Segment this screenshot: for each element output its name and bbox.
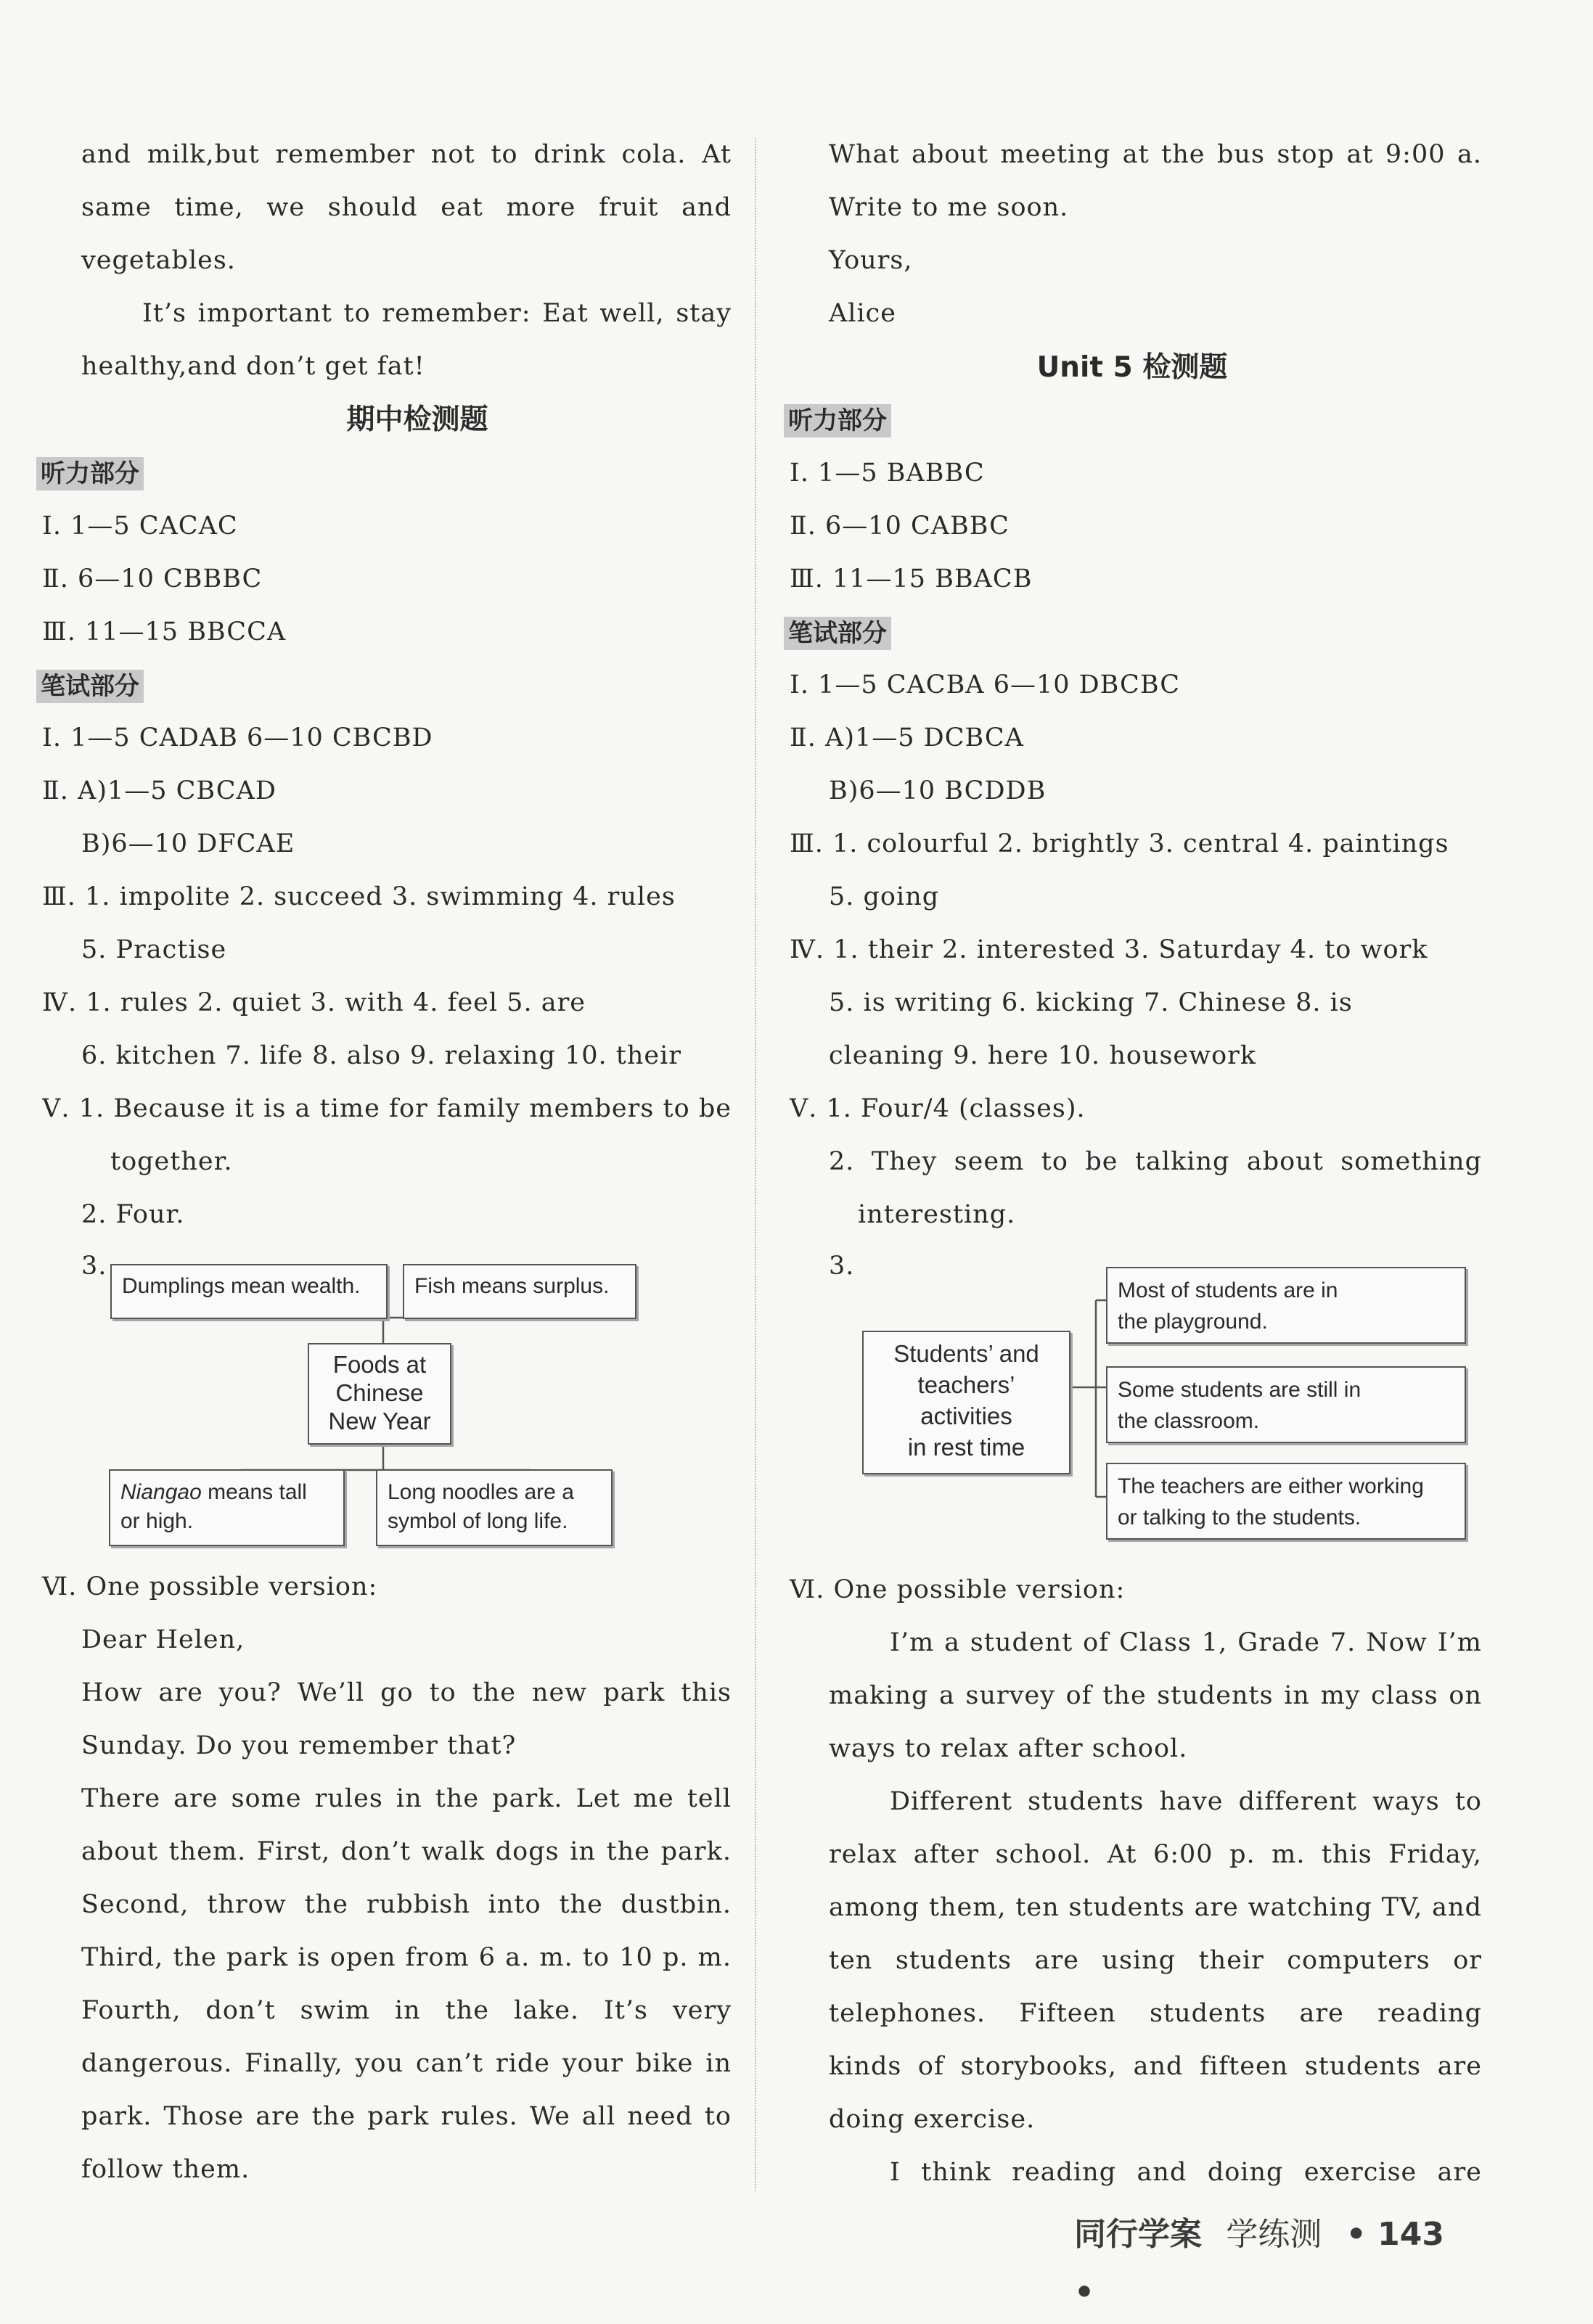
answer-line: B)6—10 DFCAE: [81, 829, 295, 858]
essay-line: Second, throw the rubbish into the dustbin.: [81, 1890, 732, 1919]
text-line: Yours,: [829, 246, 913, 275]
answer-line: Ⅳ. 1. rules 2. quiet 3. with 4. feel 5. are: [42, 988, 586, 1017]
essay-line: I’m a student of Class 1, Grade 7. Now I’m: [890, 1628, 1482, 1657]
answer-line: Ⅱ. A)1—5 DCBCA: [790, 723, 1024, 752]
essay-line: about them. First, don’t walk dogs in the park.: [81, 1837, 732, 1866]
text-line: It’s important to remember: Eat well, stay: [142, 299, 732, 328]
essay-line: telephones. Fifteen students are reading: [829, 1999, 1482, 2028]
text-line: What about meeting at the bus stop at 9:00 a.: [829, 140, 1482, 169]
answer-line: 5. Practise: [81, 935, 227, 964]
diagram-box-classroom: Some students are still in the classroom.: [1106, 1366, 1466, 1443]
text-line: healthy,and don’t get fat!: [81, 352, 425, 381]
answer-line: 3.: [829, 1252, 855, 1281]
essay-line: follow them.: [81, 2155, 250, 2184]
essay-line: making a survey of the students in my class on: [829, 1681, 1482, 1710]
answer-line: Ⅱ. 6—10 CBBBC: [42, 564, 263, 594]
essay-line: ways to relax after school.: [829, 1734, 1188, 1763]
answer-line: 2. They seem to be talking about something: [829, 1147, 1482, 1176]
diagram-box-teachers: The teachers are either working or talking to the students.: [1106, 1463, 1466, 1540]
footer-brand: 同行学案: [1074, 2216, 1202, 2253]
essay-line: doing exercise.: [829, 2105, 1036, 2134]
writing-section-tag: 笔试部分: [784, 617, 891, 650]
page-number: • 143 •: [1074, 2216, 1444, 2311]
diagram-box-noodles: Long noodles are a symbol of long life.: [376, 1469, 613, 1546]
answer-line: Ⅰ. 1—5 CADAB 6—10 CBCBD: [42, 723, 433, 752]
answer-line: Ⅰ. 1—5 CACAC: [42, 512, 238, 541]
essay-line: Sunday. Do you remember that?: [81, 1731, 517, 1760]
answer-line: Ⅲ. 1. colourful 2. brightly 3. central 4. paintings: [790, 829, 1449, 858]
diagram-center-box: Foods at Chinese New Year: [308, 1343, 451, 1445]
essay-line: Dear Helen,: [81, 1625, 245, 1654]
answer-line: Ⅲ. 1. impolite 2. succeed 3. swimming 4. rules: [42, 882, 676, 911]
text-line: Alice: [829, 299, 896, 328]
answer-line: 6. kitchen 7. life 8. also 9. relaxing 10. their: [81, 1041, 682, 1070]
answer-line: Ⅰ. 1—5 BABBC: [790, 459, 985, 488]
answer-line: Ⅱ. 6—10 CABBC: [790, 512, 1010, 541]
diagram-box-fish: Fish means surplus.: [403, 1264, 636, 1319]
answer-line: B)6—10 BCDDB: [829, 776, 1047, 805]
listening-section-tag: 听力部分: [36, 457, 144, 490]
answer-line: 2. Four.: [81, 1200, 185, 1229]
essay-line: There are some rules in the park. Let me tell: [81, 1784, 732, 1813]
essay-line: ten students are using their computers or: [829, 1946, 1482, 1975]
listening-section-tag: 听力部分: [784, 404, 891, 438]
essay-line: How are you? We’ll go to the new park this: [81, 1678, 732, 1707]
essay-line: kinds of storybooks, and fifteen students are: [829, 2052, 1482, 2081]
diagram-box-dumplings: Dumplings mean wealth.: [110, 1264, 388, 1319]
answer-line: cleaning 9. here 10. housework: [829, 1041, 1257, 1070]
answer-line: Ⅲ. 11—15 BBCCA: [42, 617, 287, 646]
answer-line: 3.: [81, 1252, 107, 1281]
answer-line: Ⅱ. A)1—5 CBCAD: [42, 776, 277, 805]
column-divider: [755, 138, 756, 2191]
answer-line: Ⅳ. 1. their 2. interested 3. Saturday 4. to work: [790, 935, 1428, 964]
answer-line: together.: [110, 1147, 233, 1176]
answer-line: Ⅰ. 1—5 CACBA 6—10 DBCBC: [790, 670, 1180, 699]
diagram-box-playground: Most of students are in the playground.: [1106, 1267, 1466, 1344]
essay-line: I think reading and doing exercise are: [890, 2158, 1482, 2187]
page-footer: [1074, 2206, 1481, 2311]
diagram-box-niangao: Niangao means tall or high.: [109, 1469, 345, 1546]
answer-line: 5. going: [829, 882, 940, 911]
footer-series: 学练测: [1226, 2216, 1322, 2253]
text-line: vegetables.: [81, 246, 236, 275]
essay-label: Ⅵ. One possible version:: [790, 1575, 1126, 1604]
writing-section-tag: 笔试部分: [36, 670, 144, 703]
section-title: Unit 5 检测题: [1036, 351, 1228, 384]
essay-line: park. Those are the park rules. We all need to: [81, 2102, 732, 2131]
answer-line: 5. is writing 6. kicking 7. Chinese 8. is: [829, 988, 1353, 1017]
answer-line: Ⅴ. 1. Four/4 (classes).: [790, 1094, 1086, 1123]
text-line: same time, we should eat more fruit and: [81, 193, 732, 222]
essay-line: among them, ten students are watching TV, and: [829, 1893, 1482, 1922]
section-title: 期中检测题: [346, 403, 488, 436]
essay-label: Ⅵ. One possible version:: [42, 1572, 378, 1601]
text-line: and milk,but remember not to drink cola. At: [81, 140, 732, 169]
answer-line: interesting.: [858, 1200, 1016, 1229]
essay-line: Different students have different ways to: [890, 1787, 1482, 1816]
diagram-center-box: Students’ and teachers’ activities in rest time: [862, 1331, 1070, 1474]
answer-line: Ⅲ. 11—15 BBACB: [790, 564, 1033, 594]
essay-line: Third, the park is open from 6 a. m. to 10 p. m.: [81, 1943, 732, 1972]
text-line: Write to me soon.: [829, 193, 1069, 222]
essay-line: Fourth, don’t swim in the lake. It’s very: [81, 1996, 732, 2025]
answer-line: Ⅴ. 1. Because it is a time for family members to be: [42, 1094, 732, 1123]
essay-line: dangerous. Finally, you can’t ride your bike in: [81, 2049, 732, 2078]
essay-line: relax after school. At 6:00 p. m. this Friday,: [829, 1840, 1482, 1869]
